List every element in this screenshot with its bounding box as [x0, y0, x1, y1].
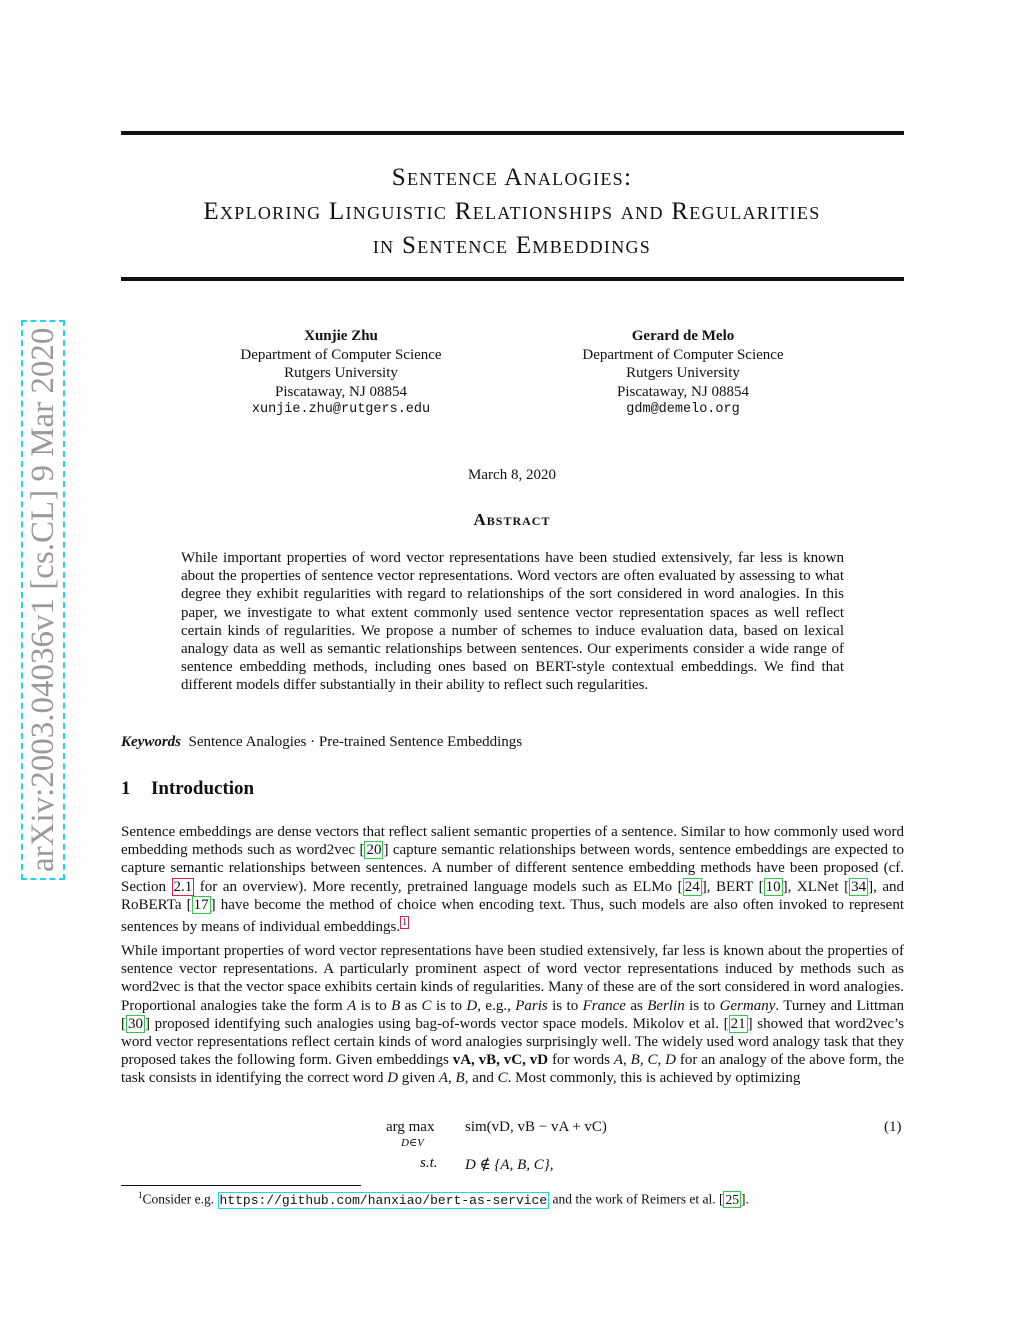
citation-link[interactable]: 20	[366, 842, 382, 859]
footnote-ref-link[interactable]: 1	[402, 917, 408, 929]
footnote-rule	[121, 1185, 361, 1186]
author-block-2	[533, 327, 833, 420]
abstract-text: While important properties of word vector representations have been studied extensively, far less is known about the properties of sentence vector representations. Word vectors are often evaluated by assessing to what degree they exhibit regularities with regard to relationships of the sort considered in word analogies. In this paper, we investigate to what extent commonly used sentence vector representation spaces as well reflect certain kinds of regularities. We propose a number of schemes to induce evaluation data, based on lexical analogy data as well as semantic relationships between sentences. Our experiments consider a wide range of sentence embedding methods, including ones based on BERT-style contextual embeddings. We find that different models differ substantially in their ability to reflect such regularities.	[181, 550, 844, 694]
equation-st: s.t.	[420, 1155, 438, 1171]
author-name: Xunjie Zhu	[304, 328, 378, 344]
citation-link[interactable]: 17	[193, 896, 209, 913]
author-block-1	[191, 327, 491, 420]
equation-argmax: arg max	[386, 1119, 435, 1135]
keywords-label: Keywords	[121, 734, 181, 750]
keywords-text: Sentence Analogies · Pre-trained Sentence Embeddings	[188, 734, 523, 750]
equation-rhs: sim(vD, vB − vA + vC)	[465, 1119, 607, 1135]
equation-constraint: D ∉ {A, B, C},	[465, 1157, 554, 1173]
citation-link[interactable]: 25	[725, 1191, 739, 1207]
intro-paragraph-2: While important properties of word vector representations have been studied extensively, far less is known about the properties of sentence vector representations. A particularly prominent aspect of word vector representations induced by methods such as word2vec is that the vector space exhibits certain kinds of regularities. Many of these are of the sort considered in word analogies. Proportional analogies take the form A is to B as C is to D, e.g., Paris is to France as Berlin is to Germany. Turney and Littman [ 30 ] proposed identifying such analogies using bag-of-words vector space models. Mikolov et al. [ 21 ] showed that word2vec’s word vector representations reflect certain kinds of word analogies surprisingly well. The widely used word analogy task that they proposed takes the following form. Given embeddings vA, vB, vC, vD for words A, B, C, D for an analogy of the above form, the task consists in identifying the correct word D given A, B, and C. Most commonly, this is achieved by optimizing	[121, 943, 904, 1087]
abstract-heading: Abstract	[473, 510, 551, 529]
section-heading	[121, 778, 254, 800]
section-ref-link[interactable]: 2.1	[173, 878, 193, 895]
title-line-3: in Sentence Embeddings	[372, 232, 652, 259]
vector-list: vA, vB, vC, vD	[452, 1052, 549, 1069]
equation-number: (1)	[884, 1119, 902, 1135]
equation-argmax-sub: D∈V	[401, 1137, 424, 1149]
author-univ: Rutgers University	[284, 365, 398, 381]
author-dept: Department of Computer Science	[582, 346, 784, 363]
author-email[interactable]: xunjie.zhu@rutgers.edu	[251, 402, 431, 417]
paper-date: March 8, 2020	[468, 467, 556, 483]
section-title: Introduction	[151, 778, 255, 799]
author-name: Gerard de Melo	[631, 328, 735, 344]
title-line-1: Sentence Analogies:	[391, 164, 633, 191]
intro-paragraph-1: Sentence embeddings are dense vectors that reflect salient semantic properties of a sentence. Similar to how commonly used word embedding methods such as word2vec [ 20 ] capture semantic relationships between words, sentence embeddings are expected to capture semantic relationships between sentences. A number of different sentence embedding methods have been proposed (cf. Section 2.1 for an overview). More recently, pretrained language models such as ELMo [ 24 ], BERT [ 10 ], XLNet [ 34 ], and RoBERTa [ 17 ] have become the method of choice when encoding text. Thus, such models are also often invoked to represent sentences by means of individual embeddings. $^1$	[121, 824, 905, 936]
author-dept: Department of Computer Science	[240, 346, 442, 363]
github-url-link[interactable]: https://github.com/hanxiao/bert-as-service	[219, 1192, 548, 1208]
citation-link[interactable]: 21	[730, 1015, 746, 1032]
title-bottom-rule	[121, 277, 904, 281]
author-city: Piscataway, NJ 08854	[617, 383, 749, 400]
section-number: 1	[121, 778, 131, 799]
title-top-rule	[121, 131, 904, 135]
footnote: $^1$Consider e.g. https://github.com/hanxiao/bert-as-service and the work of Reimers et al. [ 25 ].	[138, 1190, 749, 1208]
citation-link[interactable]: 34	[851, 878, 867, 895]
citation-link[interactable]: 10	[765, 878, 781, 895]
title-line-2: Exploring Linguistic Relationships and Regularities	[203, 198, 821, 225]
citation-link[interactable]: 30	[128, 1015, 143, 1032]
arxiv-stamp: arXiv:2003.04036v1 [cs.CL] 9 Mar 2020	[21, 320, 65, 880]
author-univ: Rutgers University	[626, 365, 740, 381]
footnote-mark: 1	[138, 1190, 143, 1200]
author-city: Piscataway, NJ 08854	[275, 383, 407, 400]
keywords-line	[121, 734, 522, 751]
author-email[interactable]: gdm@demelo.org	[626, 402, 740, 417]
citation-link[interactable]: 24	[684, 878, 700, 895]
